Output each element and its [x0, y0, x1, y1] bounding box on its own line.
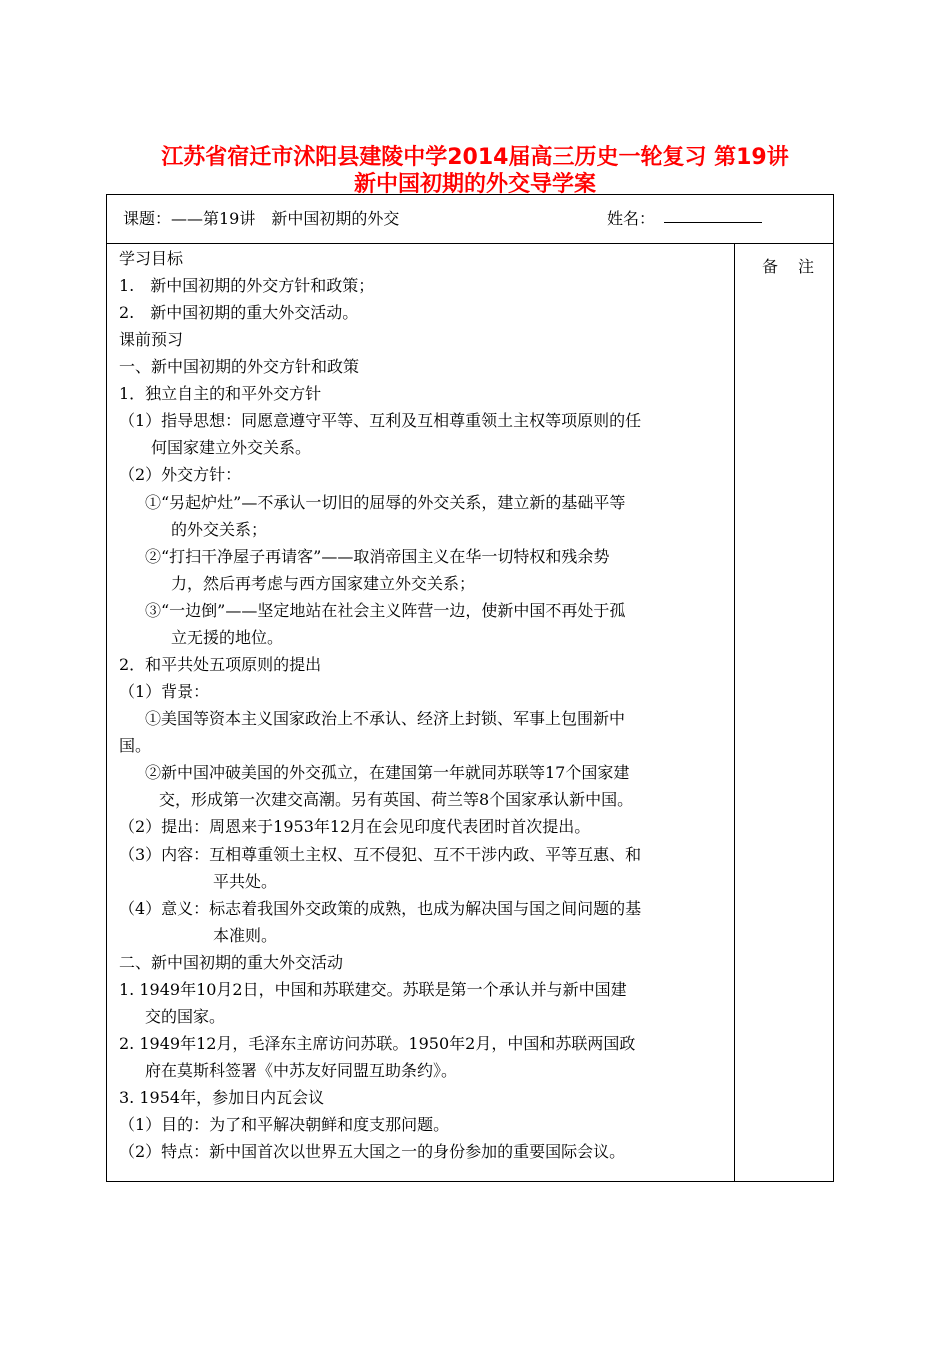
text-line: （1）指导思想：同愿意遵守平等、互利及互相尊重领土主权等项原则的任 [119, 411, 642, 430]
text-line: ③“一边倒”——坚定地站在社会主义阵营一边，使新中国不再处于孤 [145, 601, 626, 620]
text-line: 何国家建立外交关系。 [151, 438, 312, 457]
text-line: 1．独立自主的和平外交方针 [119, 384, 322, 403]
name-label: 姓名： [607, 209, 656, 228]
text-line: 交的国家。 [145, 1007, 226, 1026]
text-line: 一、新中国初期的外交方针和政策 [119, 357, 360, 376]
lesson-table [106, 194, 834, 1182]
remark-column-label: 备 注 [762, 257, 817, 276]
text-line: 国。 [119, 736, 152, 755]
text-line: 3. 1954年，参加日内瓦会议 [119, 1088, 325, 1107]
text-line: 的外交关系； [171, 520, 268, 539]
text-line: ②“打扫干净屋子再请客”——取消帝国主义在华一切特权和残余势 [145, 547, 610, 566]
text-line: （1）背景： [119, 682, 210, 701]
text-line: （4）意义：标志着我国外交政策的成熟，也成为解决国与国之间问题的基 [119, 899, 642, 918]
text-line: 1. 新中国初期的外交方针和政策； [119, 276, 375, 295]
text-line: （2）特点：新中国首次以世界五大国之一的身份参加的重要国际会议。 [119, 1142, 626, 1161]
text-line: 课前预习 [119, 330, 184, 349]
text-line: 立无援的地位。 [171, 628, 284, 647]
text-line: 府在莫斯科签署《中苏友好同盟互助条约》。 [145, 1061, 458, 1080]
text-line: 1. 1949年10月2日，中国和苏联建交。苏联是第一个承认并与新中国建 [119, 980, 627, 999]
text-line: （2）提出：周恩来于1953年12月在会见印度代表团时首次提出。 [119, 817, 591, 836]
text-line: 本准则。 [213, 926, 278, 945]
document-title-line2: 新中国初期的外交导学案 [353, 172, 596, 197]
text-line: （2）外交方针： [119, 465, 242, 484]
text-line: （3）内容：互相尊重领土主权、互不侵犯、互不干涉内政、平等互惠、和 [119, 845, 642, 864]
name-blank-line[interactable] [664, 222, 762, 223]
text-line: （1）目的：为了和平解决朝鲜和度支那问题。 [119, 1115, 450, 1134]
text-line: 学习目标 [119, 249, 184, 268]
text-line: 2. 1949年12月，毛泽东主席访问苏联。1950年2月，中国和苏联两国政 [119, 1034, 636, 1053]
document-title-line1: 江苏省宿迁市沭阳县建陵中学2014届高三历史一轮复习 第19讲 [161, 145, 789, 170]
text-line: 平共处。 [213, 872, 278, 891]
text-line: ①美国等资本主义国家政治上不承认、经济上封锁、军事上包围新中 [145, 709, 626, 728]
text-line: 力，然后再考虑与西方国家建立外交关系； [171, 574, 476, 593]
text-line: 二、新中国初期的重大外交活动 [119, 953, 344, 972]
text-line: ①“另起炉灶”—不承认一切旧的屈辱的外交关系，建立新的基础平等 [145, 493, 626, 512]
text-line: ②新中国冲破美国的外交孤立，在建国第一年就同苏联等17个国家建 [145, 763, 630, 782]
topic-label: 课题：——第19讲 新中国初期的外交 [123, 209, 400, 228]
text-line: 2．和平共处五项原则的提出 [119, 655, 322, 674]
column-divider [734, 243, 735, 1181]
text-line: 2. 新中国初期的重大外交活动。 [119, 303, 359, 322]
header-divider [107, 243, 833, 244]
text-line: 交，形成第一次建交高潮。另有英国、荷兰等8个国家承认新中国。 [159, 790, 634, 809]
